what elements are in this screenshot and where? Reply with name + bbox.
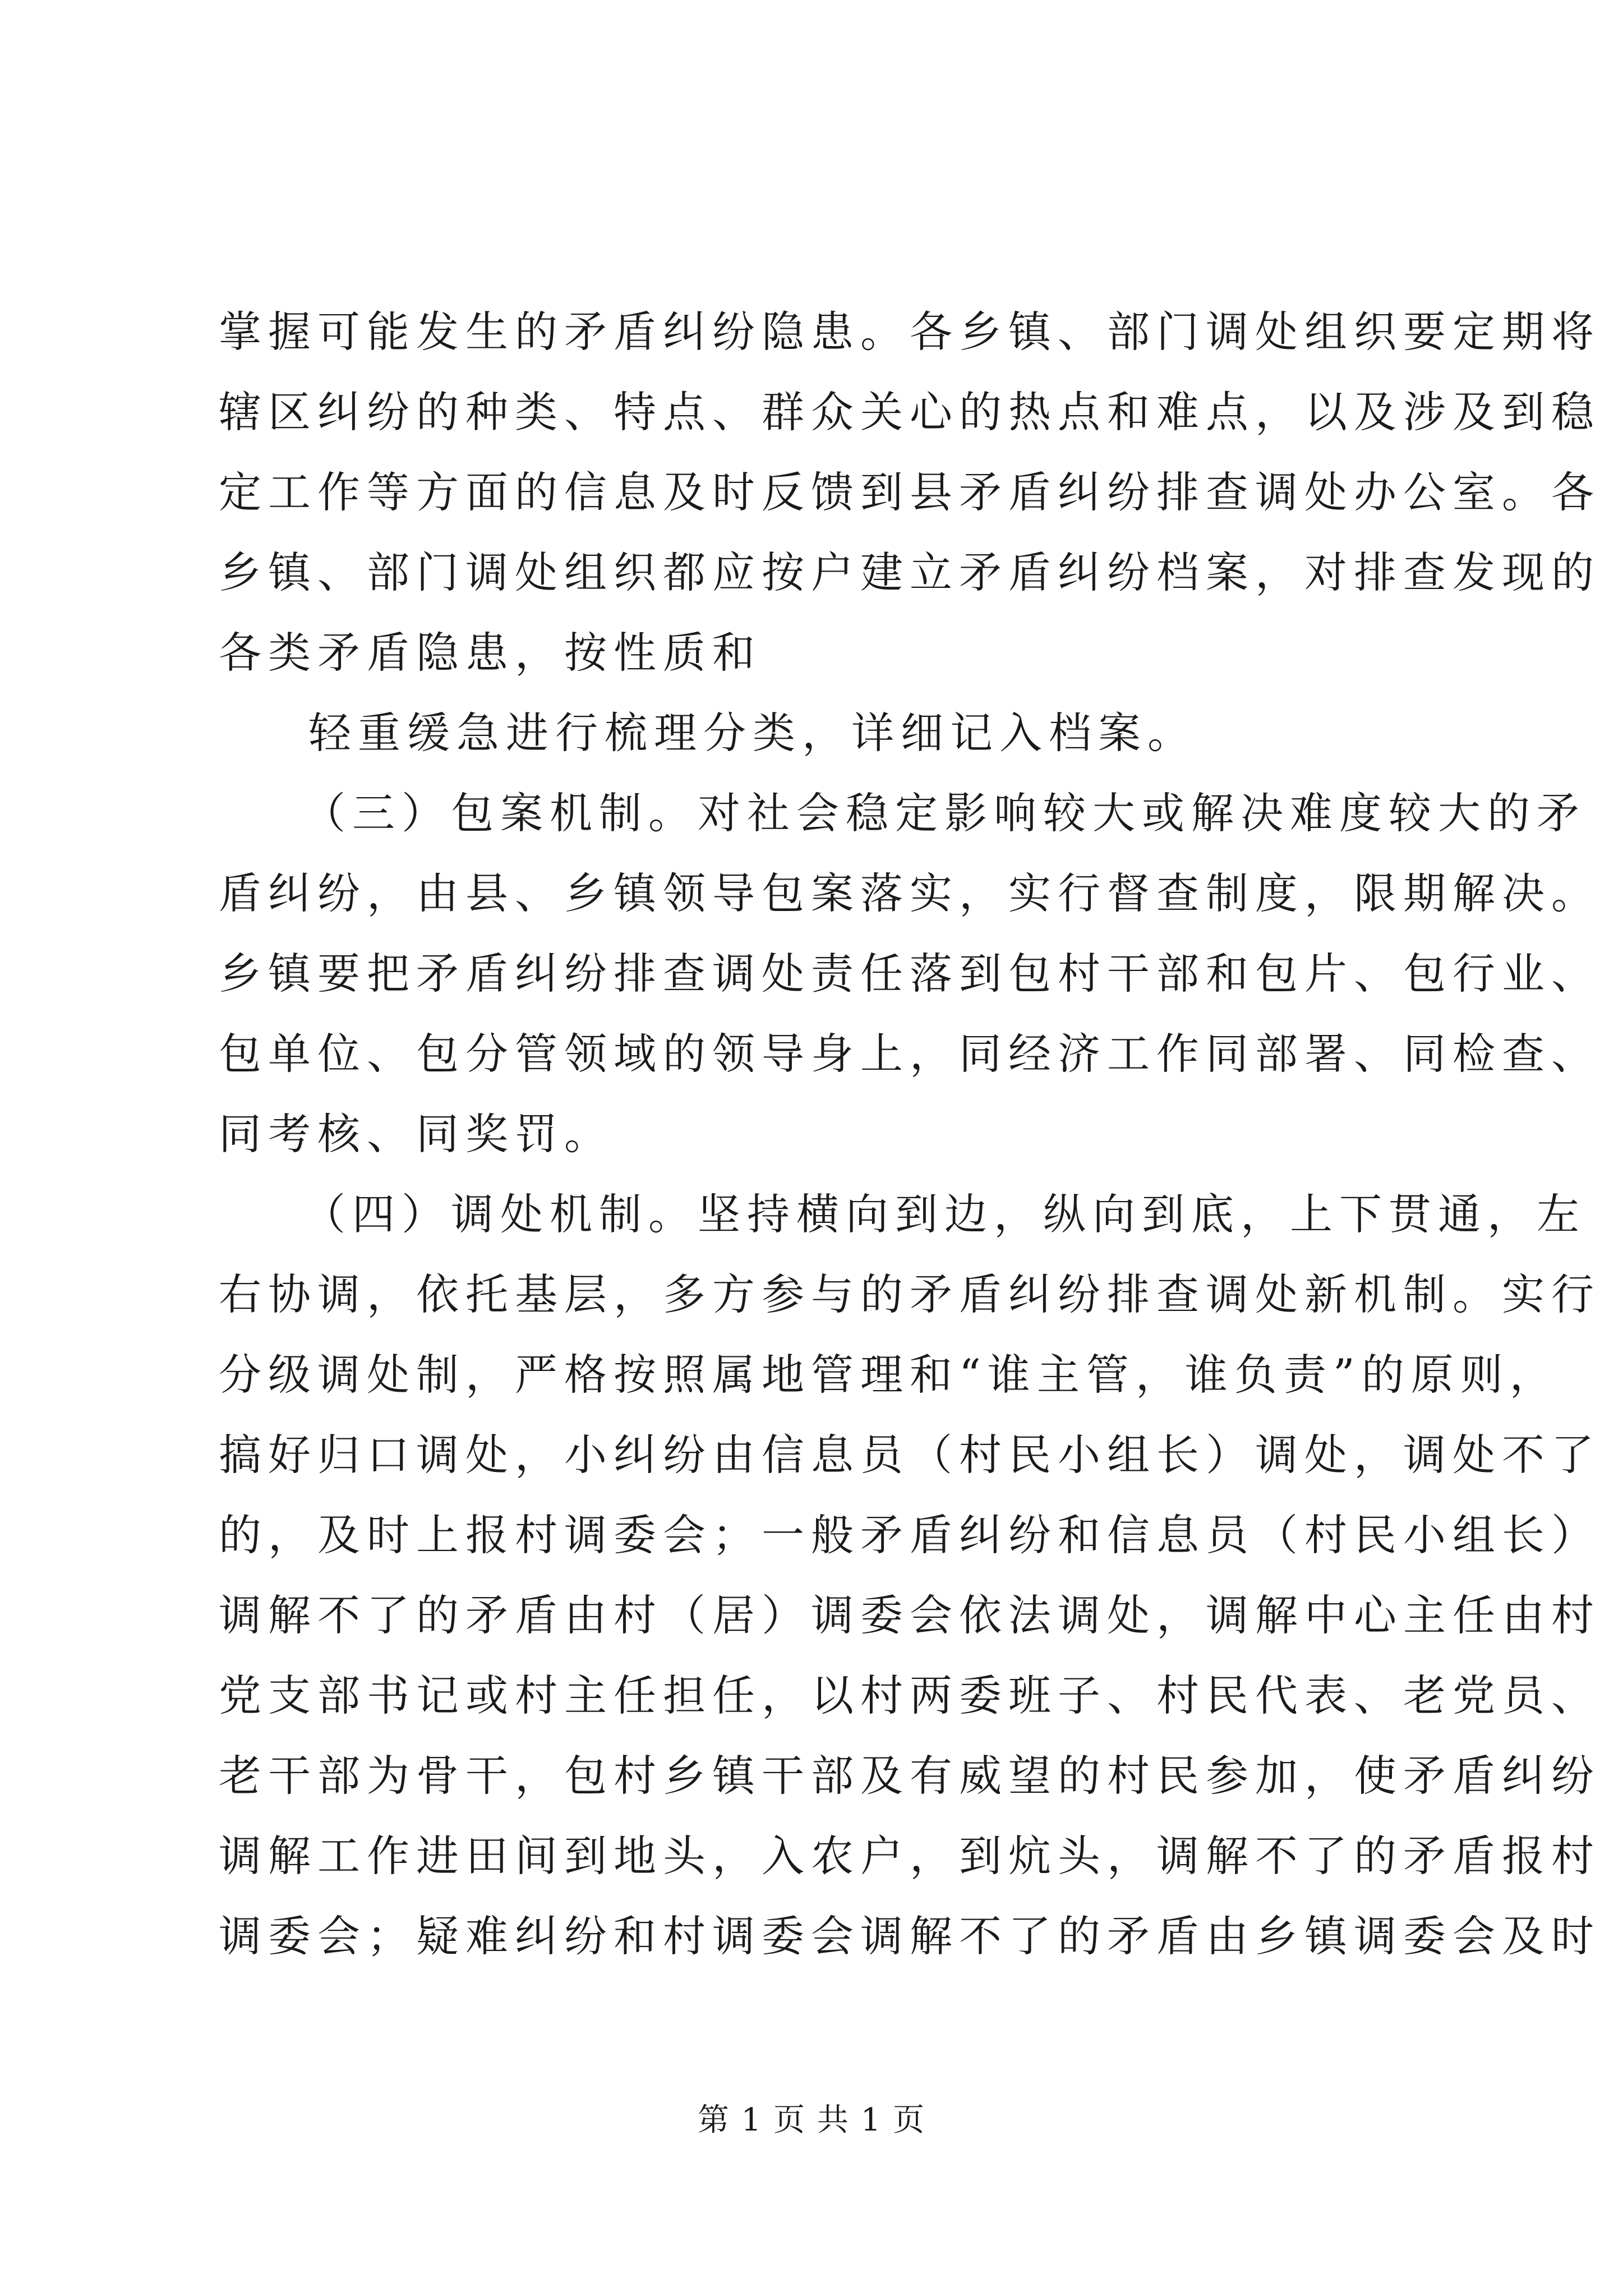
text-line: 定工作等方面的信息及时反馈到县矛盾纠纷排查调处办公室。各 (219, 467, 1601, 517)
text-line: 党支部书记或村主任担任，以村两委班子、村民代表、老党员、 (219, 1671, 1601, 1720)
text-line: （三）包案机制。对社会稳定影响较大或解决难度较大的矛 (303, 788, 1586, 838)
text-line: 乡镇、部门调处组织都应按户建立矛盾纠纷档案，对排查发现的 (219, 547, 1601, 597)
text-line: 右协调，依托基层，多方参与的矛盾纠纷排查调处新机制。实行 (219, 1269, 1601, 1319)
text-line: 辖区纠纷的种类、特点、群众关心的热点和难点，以及涉及到稳 (219, 387, 1601, 437)
text-line: 老干部为骨干，包村乡镇干部及有威望的村民参加，使矛盾纠纷 (219, 1751, 1601, 1801)
text-line: 轻重缓急进行梳理分类，详细记入档案。 (308, 708, 1197, 758)
text-line: 盾纠纷，由县、乡镇领导包案落实，实行督查制度，限期解决。 (219, 868, 1601, 918)
text-line: 的，及时上报村调委会；一般矛盾纠纷和信息员（村民小组长） (219, 1510, 1601, 1560)
body-text (219, 292, 1601, 1976)
text-line: 调委会；疑难纠纷和村调委会调解不了的矛盾由乡镇调委会及时 (219, 1911, 1601, 1961)
text-line: 搞好归口调处，小纠纷由信息员（村民小组长）调处，调处不了 (219, 1430, 1601, 1480)
text-line: 包单位、包分管领域的领导身上，同经济工作同部署、同检查、 (219, 1029, 1601, 1079)
text-line: 分级调处制，严格按照属地管理和“谁主管，谁负责”的原则， (219, 1350, 1559, 1400)
text-line: 同考核、同奖罚。 (219, 1109, 614, 1159)
text-line: 各类矛盾隐患，按性质和 (219, 628, 762, 678)
text-line: 乡镇要把矛盾纠纷排查调处责任落到包村干部和包片、包行业、 (219, 949, 1601, 999)
text-line: 调解工作进田间到地头，入农户，到炕头，调解不了的矛盾报村 (219, 1831, 1601, 1881)
text-line: 掌握可能发生的矛盾纠纷隐患。各乡镇、部门调处组织要定期将 (219, 307, 1601, 357)
text-line: 调解不了的矛盾由村（居）调委会依法调处，调解中心主任由村 (219, 1590, 1601, 1640)
page-footer (0, 2101, 1623, 2140)
page-number-label: 第 1 页 共 1 页 (697, 2102, 926, 2138)
text-line: （四）调处机制。坚持横向到边，纵向到底，上下贯通，左 (303, 1189, 1586, 1239)
